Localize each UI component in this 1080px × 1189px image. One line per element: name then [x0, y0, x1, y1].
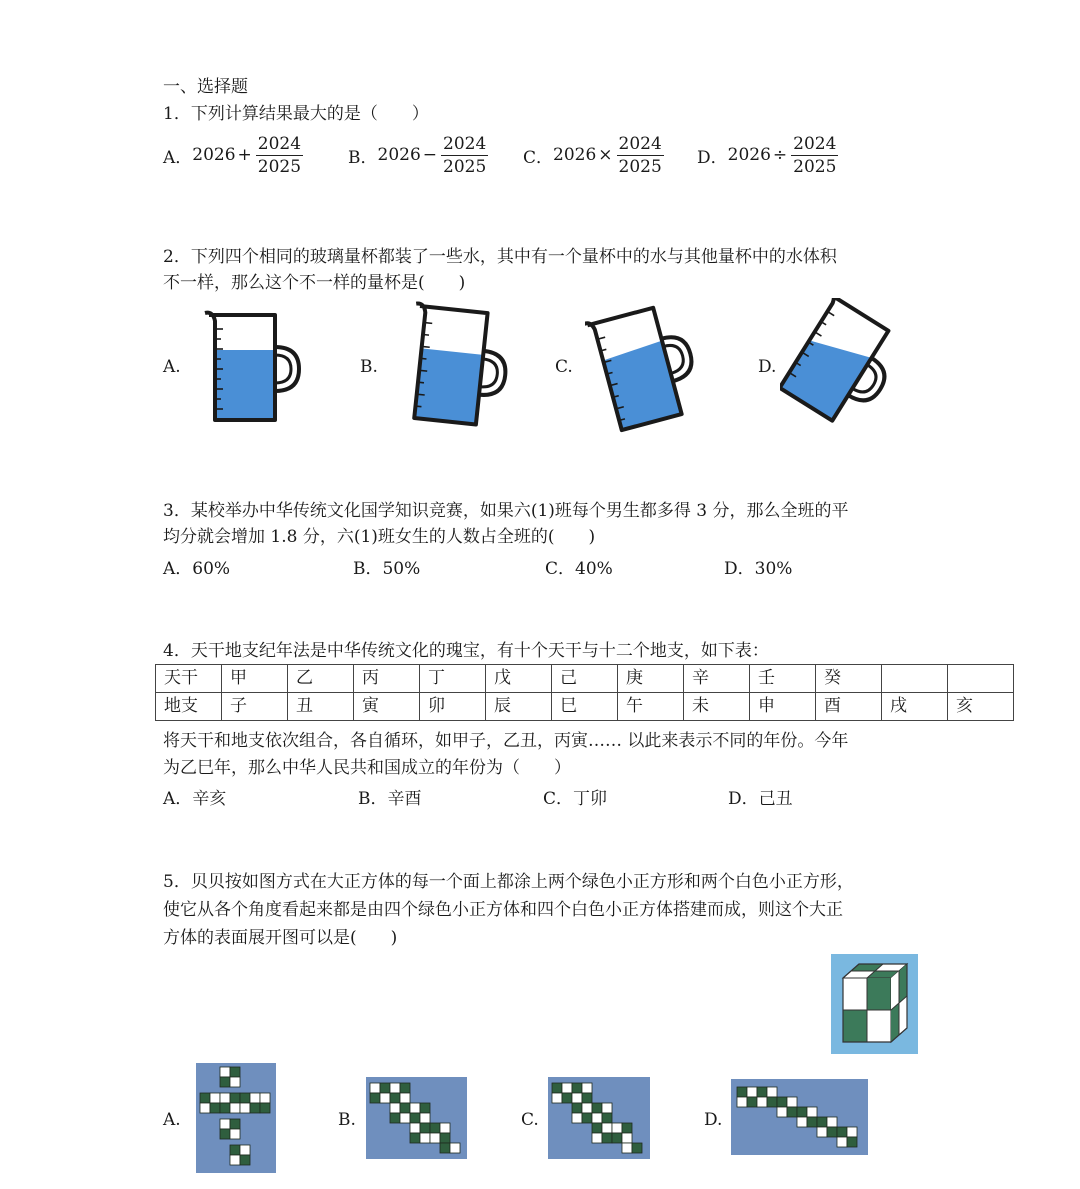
water-fill: [414, 348, 483, 424]
section-title: 一、选择题: [163, 77, 248, 97]
table-cell: 甲: [222, 665, 288, 693]
q4-stem: 4．天干地支纪年法是中华传统文化的瑰宝，有十个天干与十二个地支，如下表：: [163, 641, 769, 661]
table-cell: [948, 665, 1014, 693]
q4-text-line3: 为乙巳年，那么中华人民共和国成立的年份为（ ）: [163, 758, 571, 778]
q1-option-b[interactable]: B． 2026 − $\frac{2024}{2025}$: [348, 133, 487, 177]
table-cell: 天干: [156, 665, 222, 693]
table-cell: 卯: [420, 693, 486, 721]
q4-text-line2: 将天干和地支依次组合，各自循环，如甲子，乙丑，丙寅…… 以此来表示不同的年份。今年: [163, 731, 849, 751]
q2-label-b[interactable]: B.: [360, 357, 378, 377]
fraction: $\frac{2024}{2025}$: [443, 133, 487, 177]
q5-stem-line3: 方体的表面展开图可以是( ): [163, 928, 398, 948]
table-cell: 壬: [750, 665, 816, 693]
q5-label-c[interactable]: C.: [521, 1110, 539, 1130]
q4-option-d[interactable]: D．己丑: [728, 789, 793, 809]
table-cell: 丙: [354, 665, 420, 693]
fraction: $\frac{2024}{2025}$: [793, 133, 837, 177]
net-option-c[interactable]: [548, 1077, 650, 1159]
table-cell: 亥: [948, 693, 1014, 721]
beaker-a[interactable]: [195, 305, 305, 430]
q1-option-c[interactable]: C． 2026 × $\frac{2024}{2025}$: [523, 133, 662, 177]
q2-stem-line2: 不一样，那么这个不一样的量杯是( ): [163, 273, 466, 293]
net-option-b[interactable]: [366, 1077, 467, 1159]
table-cell: 巳: [552, 693, 618, 721]
table-cell: 丁: [420, 665, 486, 693]
water-fill: [780, 325, 871, 421]
beaker-c[interactable]: [585, 300, 705, 435]
q5-stem-line1: 5．贝贝按如图方式在大正方体的每一个面上都涂上两个绿色小正方形和两个白色小正方形，: [163, 872, 854, 892]
table-cell: 寅: [354, 693, 420, 721]
table-cell: 申: [750, 693, 816, 721]
q3-option-c[interactable]: C．40%: [545, 559, 613, 579]
beaker-handle: [275, 347, 299, 391]
fraction: $\frac{2024}{2025}$: [618, 133, 662, 177]
water-fill: [215, 350, 275, 420]
q4-option-b[interactable]: B．辛酉: [358, 789, 422, 809]
beaker-b[interactable]: [400, 300, 515, 435]
table-cell: 戌: [882, 693, 948, 721]
table-cell: 辰: [486, 693, 552, 721]
q4-option-c[interactable]: C．丁卯: [543, 789, 608, 809]
table-cell: 午: [618, 693, 684, 721]
q3-option-d[interactable]: D．30%: [724, 559, 793, 579]
cube-figure: [831, 954, 918, 1054]
q1-option-a[interactable]: A． 2026 + $\frac{2024}{2025}$: [163, 133, 302, 177]
q2-label-c[interactable]: C.: [555, 357, 573, 377]
q5-stem-line2: 使它从各个角度看起来都是由四个绿色小正方体和四个白色小正方体搭建而成，则这个大正: [163, 900, 843, 920]
q3-stem-line2: 均分就会增加 1.8 分，六(1)班女生的人数占全班的( ): [163, 527, 596, 547]
table-cell: 未: [684, 693, 750, 721]
table-cell: 地支: [156, 693, 222, 721]
q3-option-a[interactable]: A．60%: [163, 559, 231, 579]
fraction: $\frac{2024}{2025}$: [257, 133, 302, 177]
q2-label-d[interactable]: D.: [758, 357, 777, 377]
beaker-d[interactable]: [780, 298, 900, 428]
q3-option-b[interactable]: B．50%: [353, 559, 421, 579]
net-option-a[interactable]: [196, 1063, 276, 1173]
beaker-handle-inner: [275, 355, 291, 383]
q5-label-b[interactable]: B.: [338, 1110, 356, 1130]
q2-stem-line1: 2．下列四个相同的玻璃量杯都装了一些水，其中有一个量杯中的水与其他量杯中的水体积: [163, 247, 837, 267]
q3-stem-line1: 3．某校举办中华传统文化国学知识竞赛，如果六(1)班每个男生都多得 3 分，那么全班的平: [163, 501, 849, 521]
q5-label-a[interactable]: A.: [163, 1110, 181, 1130]
q1-stem: 1．下列计算结果最大的是（ ）: [163, 104, 429, 124]
table-cell: 戊: [486, 665, 552, 693]
table-row-tiangan: [156, 665, 1014, 693]
table-cell: 丑: [288, 693, 354, 721]
table-cell: 乙: [288, 665, 354, 693]
table-cell: [882, 665, 948, 693]
q2-label-a[interactable]: A.: [163, 357, 181, 377]
table-cell: 癸: [816, 665, 882, 693]
table-cell: 子: [222, 693, 288, 721]
q1-option-d[interactable]: D． 2026 ÷ $\frac{2024}{2025}$: [697, 133, 837, 177]
ganzhi-table: [155, 664, 1014, 721]
table-row-dizhi: [156, 693, 1014, 721]
table-cell: 酉: [816, 693, 882, 721]
net-option-d[interactable]: [731, 1079, 868, 1155]
table-cell: 己: [552, 665, 618, 693]
q5-label-d[interactable]: D.: [704, 1110, 723, 1130]
table-cell: 庚: [618, 665, 684, 693]
table-cell: 辛: [684, 665, 750, 693]
q4-option-a[interactable]: A．辛亥: [163, 789, 227, 809]
